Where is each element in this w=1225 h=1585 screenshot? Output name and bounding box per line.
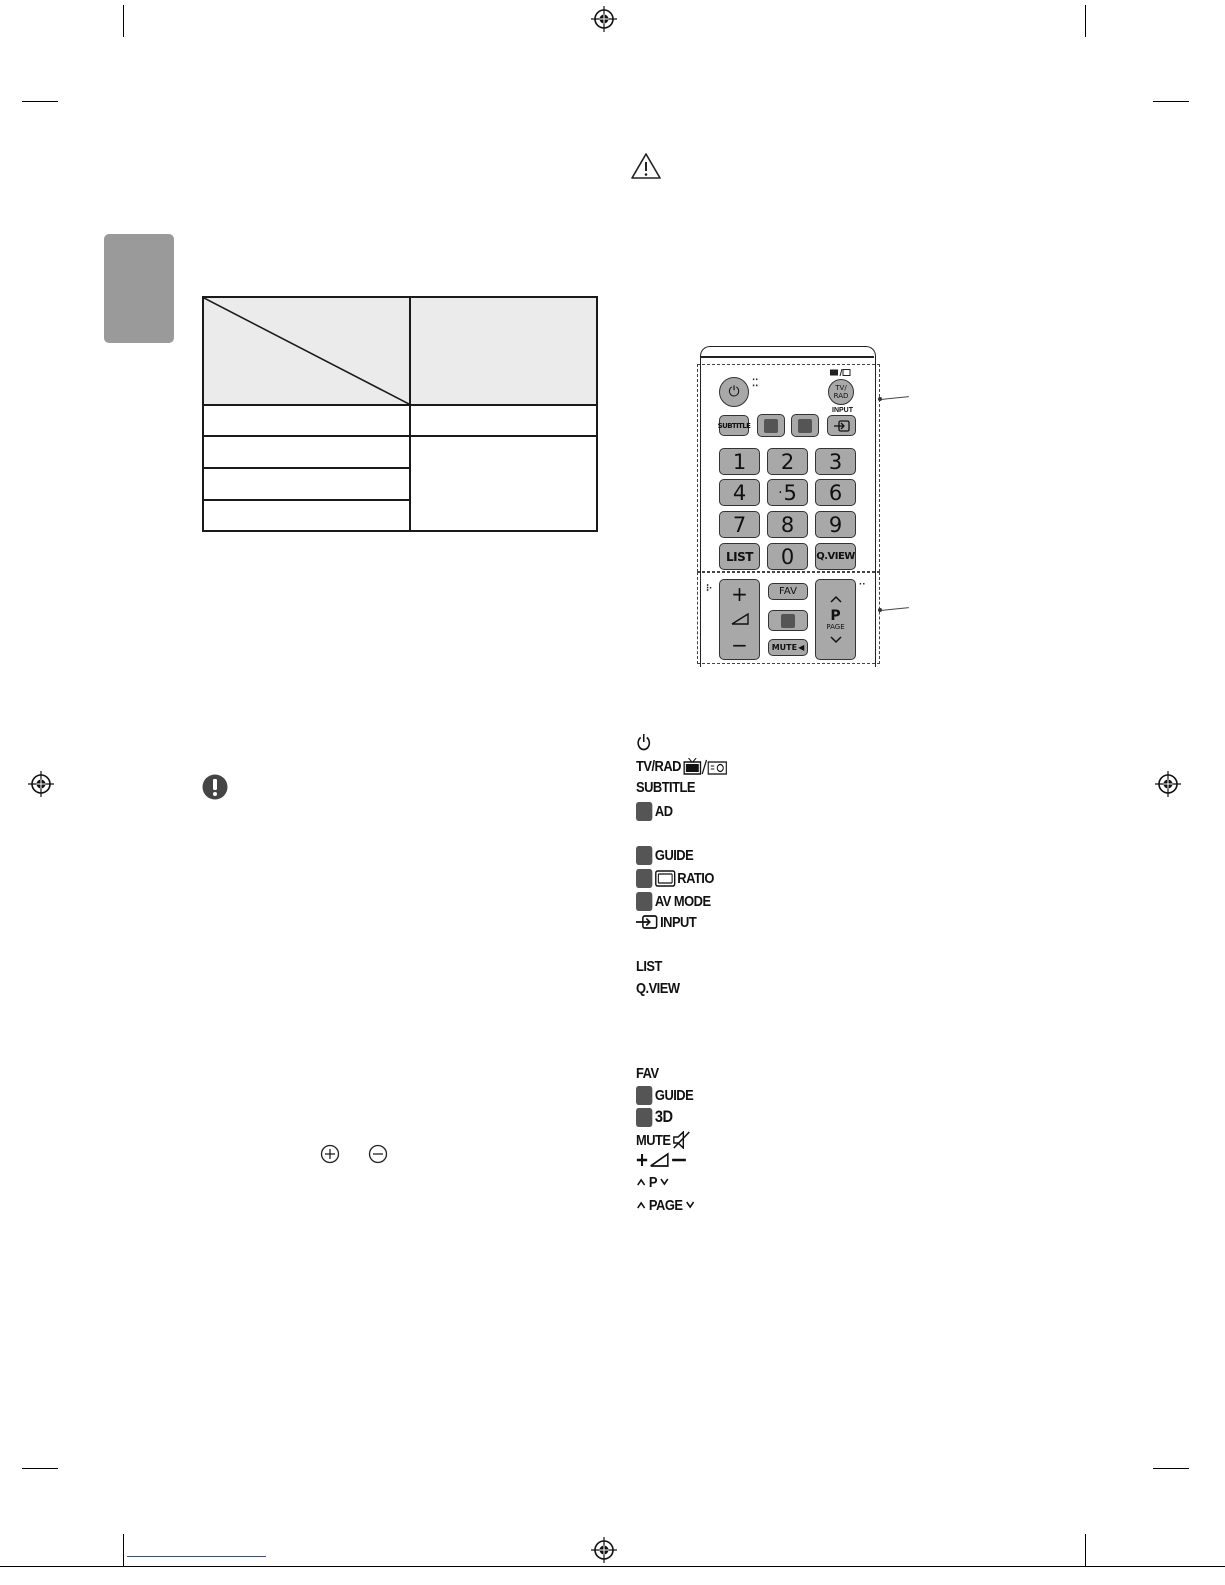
ratio-icon <box>655 870 676 887</box>
chevron-down-icon <box>660 1177 670 1187</box>
legend-guide-2-label: GUIDE <box>654 1086 694 1104</box>
legend-fav-label: FAV <box>636 1064 659 1082</box>
input-label: INPUT <box>832 407 853 414</box>
registration-mark-icon <box>28 771 54 797</box>
legend-guide-2 <box>636 1085 693 1105</box>
mute-button[interactable] <box>768 639 808 656</box>
legend-mute <box>636 1130 691 1150</box>
warning-icon <box>630 152 662 180</box>
number-6-button[interactable]: 6 <box>815 479 856 506</box>
color-key-icon <box>636 1108 652 1127</box>
legend-guide-label: GUIDE <box>654 846 694 864</box>
zoom-in-icon <box>320 1144 340 1164</box>
color-key-icon <box>636 802 652 821</box>
remote-control-illustration <box>697 346 880 666</box>
legend-qview <box>636 978 679 998</box>
crop-mark <box>1085 5 1086 37</box>
language-tab <box>104 234 174 343</box>
legend-ratio <box>636 868 714 888</box>
input-icon <box>636 914 658 930</box>
color-key-icon <box>636 1086 652 1105</box>
program-page-rocker[interactable] <box>815 579 856 660</box>
diagonal-divider <box>204 298 409 404</box>
crop-mark <box>123 5 124 37</box>
legend-program-label: P <box>648 1173 657 1191</box>
note-icon <box>202 774 228 800</box>
dots-indicator: ·· <box>859 579 866 590</box>
mute-icon: ◀ <box>798 643 805 652</box>
legend-input-label: INPUT <box>660 913 697 931</box>
power-button[interactable]: ⏻ <box>719 377 749 407</box>
volume-icon <box>731 613 749 625</box>
legend-av-mode-label: AV MODE <box>654 892 711 910</box>
mute-label: MUTE <box>771 643 798 652</box>
qview-button[interactable]: Q.VIEW <box>815 543 856 570</box>
volume-icon <box>636 1151 688 1169</box>
crop-mark <box>123 1534 124 1566</box>
callout-line <box>881 396 909 400</box>
legend-av-mode <box>636 891 711 911</box>
number-5-label: 5 <box>783 480 797 505</box>
volume-rocker[interactable] <box>719 579 760 660</box>
color-key-icon <box>636 869 652 888</box>
remote-top-edge <box>700 356 874 358</box>
callout-line <box>881 607 909 611</box>
legend-ad <box>636 801 673 821</box>
legend-list <box>636 956 662 976</box>
legend-list-label: LIST <box>636 957 662 975</box>
number-5-button[interactable]: · 5 <box>767 479 808 506</box>
legend-page-label: PAGE <box>648 1196 683 1214</box>
legend-3d <box>636 1107 673 1127</box>
legend-mute-label: MUTE <box>636 1131 671 1149</box>
legend-ad-label: AD <box>654 802 673 820</box>
legend-fav <box>636 1063 659 1083</box>
legend-subtitle <box>636 777 695 797</box>
dots-indicator: ⁚⁚ <box>752 378 759 389</box>
legend-page <box>636 1195 695 1215</box>
spec-table <box>202 296 598 532</box>
registration-mark-icon <box>591 6 617 32</box>
table-divider <box>409 298 411 530</box>
number-4-button[interactable]: 4 <box>719 479 760 506</box>
subtitle-button[interactable]: SUBTITLE <box>719 415 749 436</box>
volume-up-label: + <box>731 581 748 606</box>
legend-ratio-label: RATIO <box>677 869 714 887</box>
legend-guide <box>636 845 693 865</box>
chevron-up-icon <box>830 595 842 603</box>
legend-subtitle-label: SUBTITLE <box>636 778 695 796</box>
tv-radio-icon <box>829 368 851 377</box>
legend-tv-rad-label: TV/RAD <box>636 757 681 775</box>
crop-mark <box>22 101 58 102</box>
table-divider <box>204 404 596 406</box>
number-9-button[interactable]: 9 <box>815 511 856 538</box>
crop-mark <box>0 1566 1225 1567</box>
blue-button[interactable] <box>768 610 808 631</box>
table-header-cell <box>411 298 596 404</box>
input-button[interactable] <box>827 415 856 436</box>
table-divider <box>204 467 409 469</box>
chevron-up-icon <box>636 1177 646 1187</box>
legend-input <box>636 912 696 932</box>
mute-icon <box>672 1131 691 1149</box>
tv-radio-icon <box>684 758 729 775</box>
tv-rad-button[interactable]: TV/ RAD <box>828 379 854 405</box>
green-button[interactable] <box>791 414 819 437</box>
volume-down-label: − <box>731 633 748 658</box>
crop-mark <box>1085 1534 1086 1566</box>
legend-qview-label: Q.VIEW <box>636 979 680 997</box>
legend-3d-label: 3D <box>654 1107 673 1126</box>
dots-indicator: ⁝· <box>706 583 713 594</box>
color-key-icon <box>636 892 652 911</box>
number-7-button[interactable]: 7 <box>719 511 760 538</box>
list-button[interactable]: LIST <box>719 543 760 570</box>
crop-mark <box>1153 101 1189 102</box>
program-label: P <box>830 608 841 624</box>
bottom-link-underline[interactable] <box>127 1556 266 1557</box>
registration-mark-icon <box>591 1537 617 1563</box>
fav-button[interactable]: FAV <box>768 583 808 600</box>
number-3-button[interactable]: 3 <box>815 448 856 475</box>
legend-program <box>636 1172 670 1192</box>
legend-volume <box>636 1150 688 1170</box>
table-divider <box>204 435 596 437</box>
number-2-button[interactable]: 2 <box>767 448 808 475</box>
table-divider <box>204 499 409 501</box>
legend-tv-rad <box>636 756 728 776</box>
color-key-icon <box>636 846 652 865</box>
input-icon <box>834 420 850 432</box>
power-icon <box>636 733 651 751</box>
chevron-down-icon <box>685 1200 695 1210</box>
crop-mark <box>22 1468 58 1469</box>
legend-power <box>636 732 651 752</box>
page-label: PAGE <box>826 623 845 631</box>
chevron-down-icon <box>830 636 842 644</box>
number-1-button[interactable]: 1 <box>719 448 760 475</box>
red-button[interactable] <box>757 414 785 437</box>
registration-mark-icon <box>1155 771 1181 797</box>
crop-mark <box>1153 1468 1189 1469</box>
zoom-out-icon <box>368 1144 388 1164</box>
number-8-button[interactable]: 8 <box>767 511 808 538</box>
number-0-button[interactable]: 0 <box>767 543 808 570</box>
chevron-up-icon <box>636 1200 646 1210</box>
